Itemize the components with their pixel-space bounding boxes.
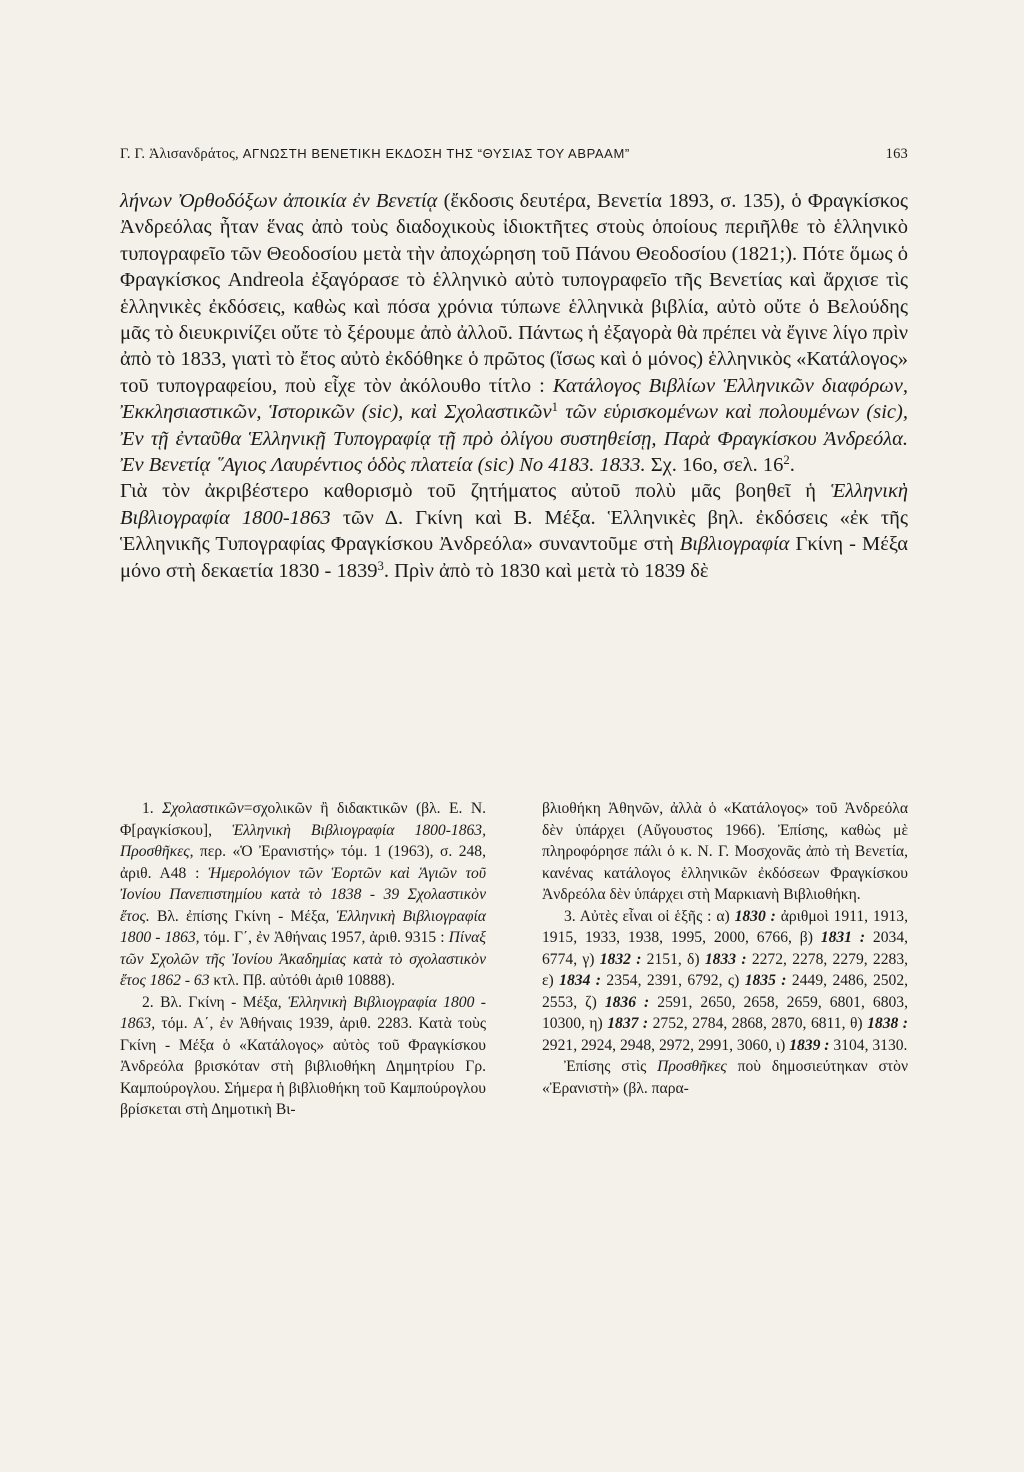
italic-run: Ἑλληνικὴ Βιβλιογραφία 1800-1863, Προσθῆκες, — [120, 821, 486, 860]
text-run: . Πρὶν ἀπὸ τὸ 1830 καὶ μετὰ τὸ 1839 δὲ — [383, 559, 709, 582]
italic-run: Πίναξ τῶν Σχολῶν τῆς Ἰονίου Ἀκαδημίας κατὰ τὸ σχολαστικὸν ἔτος 1862 - 63 — [120, 929, 486, 989]
italic-run: λήνων Ὀρθοδόξων ἀποικία ἐν Βενετίᾳ — [120, 190, 438, 212]
text-run: 2034, 6774, γ) — [542, 929, 909, 968]
running-header-title — [120, 146, 630, 163]
text-run: τόμ. Γ΄, ἐν Ἀθήναις 1957, ἀριθ. 9315 : — [199, 929, 449, 946]
text-run: Βλ. ἐπίσης Γκίνη - Μέξα, — [149, 907, 337, 925]
text-run: Γκίνη - Μέξα μόνο στὴ δεκαετία 1830 - 1839 — [120, 533, 908, 582]
footnote-ref: 2 — [783, 453, 790, 468]
footnote-3-continued — [542, 1056, 908, 1099]
text-run: τῶν Δ. Γκίνη καὶ Β. Μέξα. Ἑλληνικὲς βηλ. ἐκδόσεις «ἐκ τῆς Ἑλληνικῆς Τυπογραφίας Φραγκίσκου Ἀνδρεόλα» συναντοῦμε στὴ — [120, 506, 908, 556]
text-run: . — [789, 454, 795, 477]
year-label: 1831 : — [820, 929, 866, 946]
body-paragraph-1 — [120, 188, 908, 478]
footnotes-column-left — [120, 798, 486, 1121]
italic-run: Ἑλληνικὴ Βιβλιογραφία 1800-1863 — [120, 480, 908, 529]
italic-run: Σχολαστικῶν — [162, 800, 244, 817]
text-run: τόμ. Α΄, ἐν Ἀθήναις 1939, ἀριθ. 2283. Κατὰ τοὺς Γκίνη - Μέξα ὁ «Κατάλογος» αὐτὸς τοῦ Φραγκίσκου Ἀνδρεόλα βρισκόταν στὴ βιβλιοθήκη Δημητρίου Γρ. Καμπούρογλου. Σήμερα ἡ βιβλιοθήκη τοῦ Καμπούρογλου βρίσκεται στὴ Δημοτικὴ Βι- — [120, 1015, 486, 1118]
text-run: βλιοθήκη Ἀθηνῶν, ἀλλὰ ὁ «Κατάλογος» τοῦ Ἀνδρεόλα δὲν ὑπάρχει (Αὔγουστος 1966). Ἐπίσης, καθὼς μὲ πληροφόρησε πάλι ὁ κ. Ν. Γ. Μοσχονᾶς ἀπὸ τὴ Βενετία, κανένας κατάλογος ἑλληνικῶν ἐκδόσεων Φραγκίσκου Ἀνδρεόλα δὲν ὑπάρχει στὴ Μαρκιανὴ Βιβλιοθήκη. — [542, 800, 908, 903]
italic-run: Ἑλληνικὴ Βιβλιογραφία 1800 - 1863, — [120, 907, 486, 946]
footnote-1 — [120, 798, 486, 992]
footnotes-column-right — [542, 798, 908, 1099]
text-run: 1. — [142, 800, 163, 817]
text-run: 2272, 2278, 2279, 2283, ε) — [542, 950, 909, 989]
year-label: 1830 : — [734, 907, 776, 925]
italic-run: Βιβλιογραφία — [679, 533, 790, 556]
text-run: περ. «Ὁ Ἐρανιστής» τόμ. 1 (1963), σ. 248, ἀριθ. Α48 : — [120, 843, 486, 882]
body-paragraph-2 — [120, 478, 908, 584]
footnote-3 — [542, 906, 908, 1057]
text-run: 3. Αὐτὲς εἶναι οἱ ἑξῆς : α) — [564, 907, 735, 925]
text-run: Γιὰ τὸν ἀκριβέστερο καθορισμὸ τοῦ ζητήματος αὐτοῦ πολὺ μᾶς βοηθεῖ ἡ — [120, 480, 831, 503]
text-run: 2151, δ) — [641, 950, 705, 968]
text-run: =σχολικῶν ἢ διδακτικῶν (βλ. Ε. Ν. Φ[ραγκίσκου], — [120, 800, 487, 839]
text-run: ποὺ δημοσιεύτηκαν στὸν «Ἐρανιστὴ» (βλ. παρα- — [542, 1058, 909, 1097]
header-article-title: ΑΓΝΩΣΤΗ ΒΕΝΕΤΙΚΗ ΕΚΔΟΣΗ ΤΗΣ “ΘΥΣΙΑΣ ΤΟΥ ΑΒΡΑΑΜ” — [242, 146, 630, 161]
italic-run: Ἑλληνικὴ Βιβλιογραφία 1800 - 1863, — [120, 993, 487, 1032]
year-label: 1833 : — [704, 950, 747, 968]
text-run: 2752, 2784, 2868, 2870, 6811, θ) — [648, 1015, 868, 1032]
text-run: (ἔκδοσις δευτέρα, Βενετία 1893, σ. 135), ὁ Φραγκίσκος Ἀνδρεόλας ἦταν ἕνας ἀπὸ τοὺς διαδοχικοὺς ἰδιοκτῆτες στοὺς ὁποίους περιῆλθε τὸ ἑλληνικὸ τυπογραφεῖο τῶν Θεοδοσίου μετὰ τὴν ἀποχώρηση τοῦ Πάνου Θεοδοσίου (1821;). Πότε ὅμως ὁ Φραγκίσκος Andreola ἐξαγόρασε τὸ ἑλληνικὸ αὐτὸ τυπογραφεῖο τῆς Βενετίας καὶ ἄρχισε τὶς ἑλληνικὲς ἐκδόσεις, καθὼς καὶ πόσα χρόνια τύπωνε ἑλληνικὰ βιβλία, αὐτὸ οὔτε ὁ Βελούδης μᾶς τὸ διευκρινίζει οὔτε τὸ ξέρουμε ἀπὸ ἀλλοῦ. Πάντως ἡ ἐξαγορὰ θὰ πρέπει νὰ ἔγινε λίγο πρὶν ἀπὸ τὸ 1833, γιατὶ τὸ ἔτος αὐτὸ ἐκδόθηκε ὁ πρῶτος (ἴσως καὶ ὁ μόνος) ἑλληνικὸς «Κατάλογος» τοῦ τυπογραφείου, ποὺ εἶχε τὸν ἀκόλουθο τίτλο : — [120, 190, 908, 397]
page-number: 163 — [885, 146, 908, 162]
text-run: 3104, 3130. — [829, 1036, 908, 1054]
year-label: 1839 : — [789, 1036, 830, 1054]
text-run: 2921, 2924, 2948, 2972, 2991, 3060, ι) — [542, 1036, 790, 1054]
italic-run: Ἡμερολόγιον τῶν Ἑορτῶν καὶ Ἁγιῶν τοῦ Ἰονίου Πανεπιστημίου κατὰ τὸ 1838 - 39 Σχολαστικὸν ἔτος. — [120, 864, 486, 925]
year-label: 1835 : — [744, 972, 787, 989]
text-run: 2591, 2650, 2658, 2659, 6801, 6803, 10300, η) — [542, 993, 908, 1032]
text-run: 2. Βλ. Γκίνη - Μέξα, — [142, 993, 289, 1011]
year-label: 1836 : — [604, 993, 650, 1011]
header-author: Γ. Γ. Ἀλισανδράτος, — [120, 146, 239, 162]
footnote-2-continued — [542, 798, 908, 906]
italic-run: Προσθῆκες — [657, 1058, 727, 1075]
text-run: Ἐπίσης στὶς — [564, 1058, 658, 1075]
footnote-ref: 3 — [377, 558, 384, 573]
year-label: 1838 : — [867, 1015, 909, 1032]
year-label: 1832 : — [599, 950, 642, 968]
text-run: Σχ. 16ο, σελ. 16 — [645, 454, 784, 477]
text-run: 2449, 2486, 2502, 2553, ζ) — [542, 972, 909, 1011]
text-run: κτλ. Πβ. αὐτόθι ἀριθ 10888). — [209, 972, 396, 989]
italic-run: Κατάλογος Βιβλίων Ἑλληνικῶν διαφόρων, Ἐκκλησιαστικῶν, Ἱστορικῶν (sic), καὶ Σχολαστικῶν — [120, 374, 908, 424]
italic-run: τῶν εὑρισκομένων καὶ πολουμένων (sic), Ἐν τῇ ἐνταῦθα Ἑλληνικῇ Τυπογραφίᾳ τῇ πρὸ ὀλίγου συστηθείσῃ, Παρὰ Φραγκίσκου Ἀνδρεόλα. Ἐν Βενετίᾳ ῞Αγιος Λαυρέντιος ὁδὸς πλατεία (sic) Νο 4183. 1833. — [120, 401, 908, 477]
year-label: 1837 : — [607, 1015, 649, 1032]
footnote-2 — [120, 992, 486, 1121]
text-run: 2354, 2391, 6792, ς) — [600, 972, 745, 989]
year-label: 1834 : — [559, 972, 601, 989]
main-text — [120, 188, 908, 584]
footnote-ref: 1 — [551, 400, 558, 415]
running-header — [120, 146, 908, 170]
text-run: ἀριθμοὶ 1911, 1913, 1915, 1933, 1938, 1995, 2000, 6766, β) — [542, 907, 908, 946]
